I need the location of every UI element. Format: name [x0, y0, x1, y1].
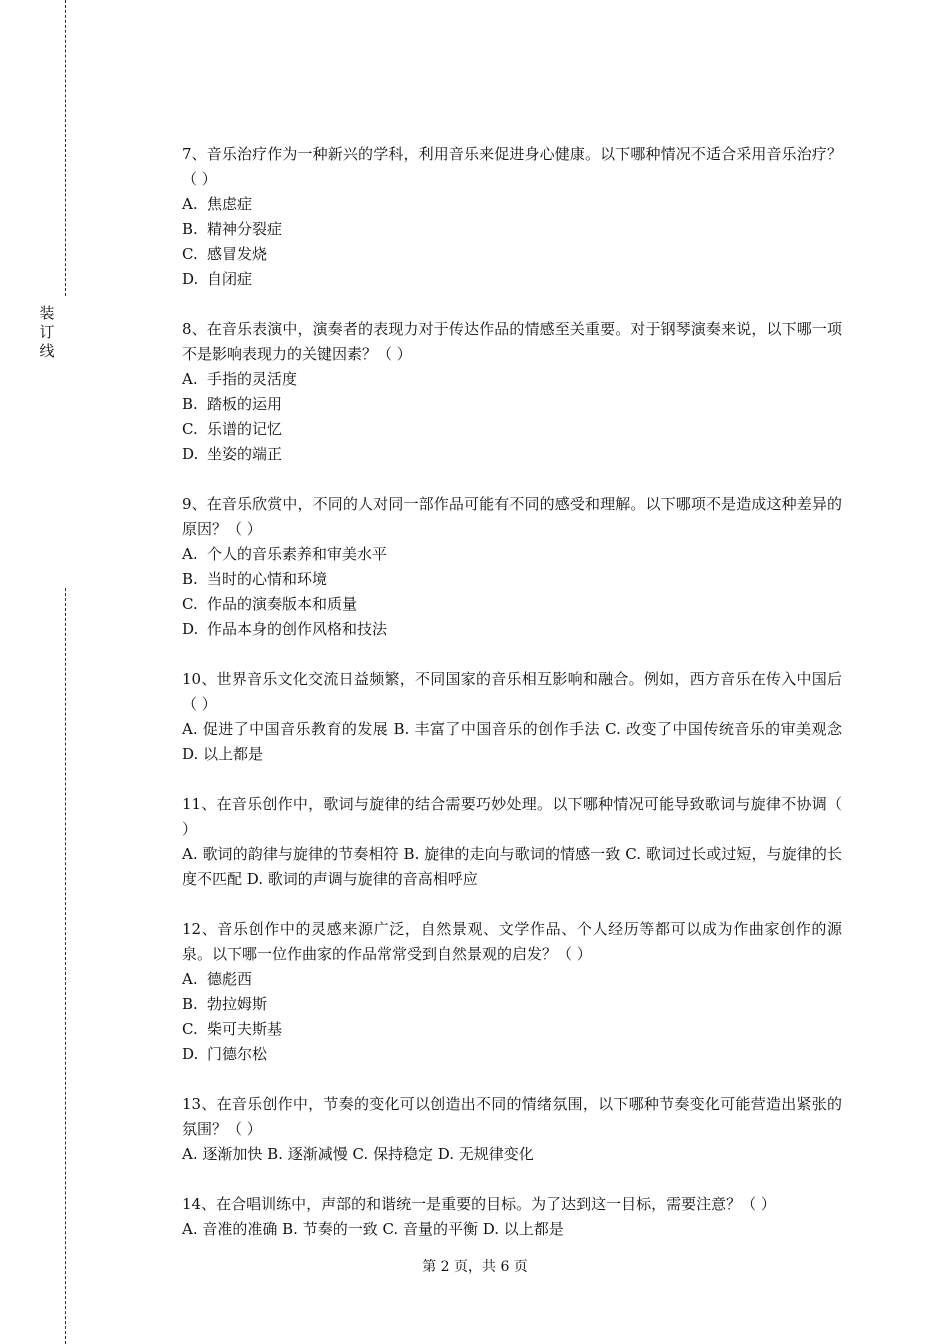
question-stem: 8、在音乐表演中，演奏者的表现力对于传达作品的情感至关重要。对于钢琴演奏来说，以下哪一项不是影响表现力的关键因素？（ ）: [182, 320, 842, 363]
option-a: [182, 367, 842, 392]
option-letter: A.: [182, 545, 198, 563]
question-options: A. 逐渐加快 B. 逐渐减慢 C. 保持稳定 D. 无规律变化: [182, 1145, 534, 1163]
option-letter: A.: [182, 370, 198, 388]
option-letter: C.: [182, 1020, 198, 1038]
option-text: 德彪西: [207, 970, 253, 988]
question-stem: 10、世界音乐文化交流日益频繁，不同国家的音乐相互影响和融合。例如，西方音乐在传入中国后（ ）: [182, 670, 842, 713]
option-letter: B.: [182, 995, 198, 1013]
option-letter: B.: [182, 570, 198, 588]
question-stem: 12、音乐创作中的灵感来源广泛，自然景观、文学作品、个人经历等都可以成为作曲家创作的源泉。以下哪一位作曲家的作品常常受到自然景观的启发？（ ）: [182, 920, 842, 963]
option-d: [182, 1042, 842, 1067]
option-text: 手指的灵活度: [207, 370, 298, 388]
option-text: 焦虑症: [207, 195, 253, 213]
question-8: [182, 317, 842, 467]
option-text: 勃拉姆斯: [207, 995, 268, 1013]
option-c: [182, 1017, 842, 1042]
option-text: 踏板的运用: [207, 395, 283, 413]
question-options: A. 促进了中国音乐教育的发展 B. 丰富了中国音乐的创作手法 C. 改变了中国传统音乐的审美观念 D. 以上都是: [182, 720, 842, 763]
option-text: 门德尔松: [207, 1045, 268, 1063]
option-text: 作品的演奏版本和质量: [207, 595, 358, 613]
question-stem: 13、在音乐创作中，节奏的变化可以创造出不同的情绪氛围，以下哪种节奏变化可能营造出紧张的氛围？（ ）: [182, 1095, 842, 1138]
option-b: [182, 992, 842, 1017]
question-stem: 11、在音乐创作中，歌词与旋律的结合需要巧妙处理。以下哪种情况可能导致歌词与旋律不协调（ ）: [182, 795, 842, 838]
page-number-footer: 第 2 页，共 6 页: [422, 1259, 528, 1275]
option-text: 当时的心情和环境: [207, 570, 328, 588]
option-d: [182, 267, 842, 292]
option-b: [182, 567, 842, 592]
option-text: 个人的音乐素养和审美水平: [207, 545, 388, 563]
option-c: [182, 417, 842, 442]
question-11: [182, 792, 842, 892]
option-letter: B.: [182, 395, 198, 413]
option-c: [182, 592, 842, 617]
question-13: [182, 1092, 842, 1167]
option-letter: D.: [182, 270, 199, 288]
option-text: 柴可夫斯基: [207, 1020, 283, 1038]
option-letter: A.: [182, 195, 198, 213]
question-stem: 14、在合唱训练中，声部的和谐统一是重要的目标。为了达到这一目标，需要注意？（ ）: [182, 1195, 776, 1213]
option-letter: D.: [182, 1045, 199, 1063]
option-letter: C.: [182, 420, 198, 438]
option-b: [182, 217, 842, 242]
question-14: [182, 1192, 842, 1242]
question-10: [182, 667, 842, 767]
option-c: [182, 242, 842, 267]
question-9: [182, 492, 842, 642]
option-letter: C.: [182, 595, 198, 613]
question-stem: 7、音乐治疗作为一种新兴的学科，利用音乐来促进身心健康。以下哪种情况不适合采用音乐治疗？（ ）: [182, 145, 842, 188]
option-b: [182, 392, 842, 417]
option-letter: D.: [182, 620, 199, 638]
binding-label-char: 装: [39, 304, 55, 322]
option-letter: A.: [182, 970, 198, 988]
binding-label-char: 线: [39, 342, 55, 360]
option-d: [182, 442, 842, 467]
option-text: 精神分裂症: [207, 220, 283, 238]
binding-line-label: [38, 304, 56, 361]
option-text: 作品本身的创作风格和技法: [207, 620, 388, 638]
option-letter: C.: [182, 245, 198, 263]
question-options: A. 音准的准确 B. 节奏的一致 C. 音量的平衡 D. 以上都是: [182, 1220, 564, 1238]
option-a: [182, 967, 842, 992]
binding-dashed-line-top: [65, 0, 66, 296]
option-text: 坐姿的端正: [207, 445, 283, 463]
binding-label-char: 订: [39, 323, 55, 341]
option-letter: D.: [182, 445, 199, 463]
option-a: [182, 192, 842, 217]
question-list: [182, 142, 842, 1267]
option-text: 乐谱的记忆: [207, 420, 283, 438]
question-options: A. 歌词的韵律与旋律的节奏相符 B. 旋律的走向与歌词的情感一致 C. 歌词过长或过短，与旋律的长度不匹配 D. 歌词的声调与旋律的音高相呼应: [182, 845, 842, 888]
question-7: [182, 142, 842, 292]
option-text: 自闭症: [207, 270, 253, 288]
question-12: [182, 917, 842, 1067]
binding-dashed-line-bottom: [65, 588, 66, 1344]
question-stem: 9、在音乐欣赏中，不同的人对同一部作品可能有不同的感受和理解。以下哪项不是造成这种差异的原因？（ ）: [182, 495, 842, 538]
option-letter: B.: [182, 220, 198, 238]
option-d: [182, 617, 842, 642]
option-a: [182, 542, 842, 567]
option-text: 感冒发烧: [207, 245, 268, 263]
